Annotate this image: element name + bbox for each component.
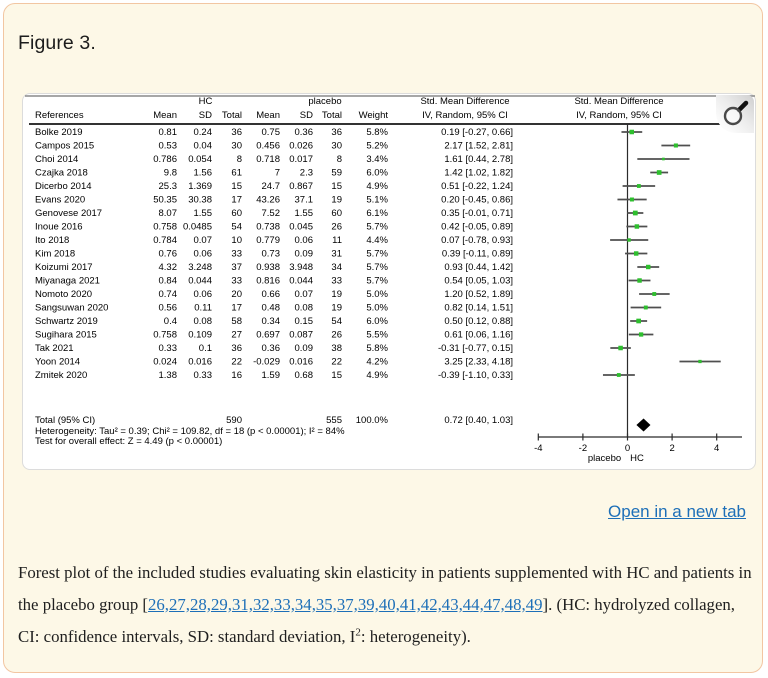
effect-marker bbox=[657, 170, 662, 175]
total-placebo-n: 555 bbox=[326, 415, 342, 426]
cell-placebo-mean: 7 bbox=[274, 167, 280, 179]
citation-link[interactable]: 48, bbox=[504, 595, 526, 614]
header-weight: Weight bbox=[358, 110, 388, 121]
cell-ci-label: 1.42 [1.02, 1.82] bbox=[444, 167, 513, 179]
effect-marker bbox=[646, 265, 650, 269]
cell-placebo-sd: 1.55 bbox=[294, 208, 313, 220]
cell-weight: 6.0% bbox=[366, 167, 388, 179]
citation-link[interactable]: 33, bbox=[273, 595, 295, 614]
figure-caption bbox=[18, 557, 760, 653]
cell-ci-label: 0.35 [-0.01, 0.71] bbox=[441, 208, 513, 220]
cell-placebo-total: 36 bbox=[331, 127, 342, 139]
total-diamond bbox=[636, 419, 650, 432]
cell-hc-mean: 0.758 bbox=[153, 329, 177, 341]
cell-hc-sd: 1.56 bbox=[193, 167, 212, 179]
cell-weight: 5.7% bbox=[366, 248, 388, 260]
header-mean1: Mean bbox=[153, 110, 177, 121]
cell-placebo-mean: 0.456 bbox=[256, 140, 280, 152]
cell-placebo-sd: 0.09 bbox=[294, 343, 313, 355]
cell-hc-total: 27 bbox=[231, 329, 242, 341]
caption-text-after: ]. (HC: hydrolyzed collagen, CI: confidence intervals, SD: standard deviation, I bbox=[18, 595, 735, 646]
cell-hc-mean: 50.35 bbox=[153, 194, 177, 206]
cell-placebo-sd: 0.017 bbox=[289, 154, 313, 166]
cell-placebo-mean: 0.75 bbox=[261, 127, 280, 139]
study-name: Sugihara 2015 bbox=[35, 329, 97, 341]
cell-placebo-total: 22 bbox=[331, 356, 342, 368]
cell-ci-label: 0.82 [0.14, 1.51] bbox=[444, 302, 513, 314]
cell-placebo-sd: 0.07 bbox=[294, 289, 313, 301]
cell-hc-total: 33 bbox=[231, 275, 242, 287]
total-ci-label: 0.72 [0.40, 1.03] bbox=[444, 415, 513, 426]
caption-text-before: Forest plot of the included studies evaluating skin elasticity in patients supplemented with HC and patients in the placebo group [ bbox=[18, 563, 752, 614]
effect-marker bbox=[644, 306, 648, 310]
citation-link[interactable]: 49 bbox=[525, 595, 543, 614]
effect-marker bbox=[617, 373, 621, 377]
cell-hc-sd: 0.04 bbox=[193, 140, 212, 152]
effect-marker bbox=[662, 158, 665, 161]
cell-hc-sd: 0.1 bbox=[198, 343, 212, 355]
effect-marker bbox=[639, 332, 643, 336]
cell-placebo-sd: 0.08 bbox=[294, 302, 313, 314]
cell-hc-mean: 0.758 bbox=[153, 221, 177, 233]
cell-hc-mean: 25.3 bbox=[158, 181, 177, 193]
cell-hc-sd: 1.369 bbox=[188, 181, 212, 193]
cell-hc-sd: 0.24 bbox=[193, 127, 212, 139]
citation-link[interactable]: 47, bbox=[483, 595, 505, 614]
effect-marker bbox=[629, 130, 634, 135]
cell-ci-label: 0.39 [-0.11, 0.89] bbox=[441, 248, 513, 260]
study-name: Sangsuwan 2020 bbox=[35, 302, 109, 314]
axis-tick-label: 4 bbox=[714, 443, 720, 454]
cell-hc-mean: 0.784 bbox=[153, 235, 177, 247]
study-name: Dicerbo 2014 bbox=[35, 181, 92, 193]
cell-placebo-total: 11 bbox=[332, 235, 342, 247]
cell-placebo-total: 8 bbox=[336, 154, 342, 166]
caption-superscript: 2 bbox=[355, 626, 361, 639]
citation-link[interactable]: 42, bbox=[420, 595, 442, 614]
cell-weight: 6.1% bbox=[366, 208, 388, 220]
study-name: Genovese 2017 bbox=[35, 208, 103, 220]
cell-placebo-total: 60 bbox=[331, 208, 342, 220]
cell-weight: 6.0% bbox=[366, 316, 388, 328]
axis-tick-label: -2 bbox=[578, 443, 588, 454]
cell-placebo-sd: 3.948 bbox=[289, 262, 313, 274]
header-method-plot: IV, Random, 95% CI bbox=[576, 110, 662, 121]
article-figure-card bbox=[3, 3, 763, 673]
header-total1: Total bbox=[221, 110, 242, 121]
cell-placebo-total: 38 bbox=[331, 343, 342, 355]
cell-weight: 5.0% bbox=[366, 302, 388, 314]
cell-placebo-mean: 0.738 bbox=[256, 221, 280, 233]
cell-hc-mean: 0.4 bbox=[163, 316, 177, 328]
cell-hc-total: 30 bbox=[231, 140, 242, 152]
effect-marker bbox=[674, 143, 678, 147]
study-name: Kim 2018 bbox=[35, 248, 76, 260]
total-weight: 100.0% bbox=[355, 415, 388, 426]
cell-ci-label: 2.17 [1.52, 2.81] bbox=[444, 140, 513, 152]
cell-placebo-mean: 43.26 bbox=[256, 194, 280, 206]
cell-placebo-mean: 24.7 bbox=[261, 181, 280, 193]
study-name: Czajka 2018 bbox=[35, 167, 88, 179]
cell-placebo-mean: 0.36 bbox=[261, 343, 280, 355]
axis-tick-label: 0 bbox=[624, 443, 631, 454]
effect-marker bbox=[652, 292, 656, 296]
cell-ci-label: -0.31 [-0.77, 0.15] bbox=[438, 343, 513, 355]
cell-placebo-sd: 0.09 bbox=[294, 248, 313, 260]
cell-placebo-mean: 0.938 bbox=[256, 262, 280, 274]
cell-hc-total: 37 bbox=[231, 262, 242, 274]
study-name: Schwartz 2019 bbox=[35, 316, 98, 328]
citation-link[interactable]: 28, bbox=[189, 595, 211, 614]
study-name: Zmitek 2020 bbox=[35, 370, 88, 382]
caption-text-tail: : heterogeneity). bbox=[360, 627, 471, 646]
cell-ci-label: 0.51 [-0.22, 1.24] bbox=[441, 181, 513, 193]
axis-tick-label: 2 bbox=[669, 443, 675, 454]
cell-placebo-sd: 0.15 bbox=[294, 316, 313, 328]
cell-hc-mean: 0.53 bbox=[158, 140, 177, 152]
cell-hc-mean: 0.76 bbox=[158, 248, 177, 260]
cell-hc-sd: 0.044 bbox=[188, 275, 212, 287]
effect-marker bbox=[635, 224, 639, 228]
cell-ci-label: 0.20 [-0.45, 0.86] bbox=[441, 194, 513, 206]
study-name: Tak 2021 bbox=[35, 343, 74, 355]
citation-link[interactable]: 32, bbox=[252, 595, 274, 614]
cell-hc-sd: 1.55 bbox=[193, 208, 212, 220]
cell-hc-sd: 30.38 bbox=[188, 194, 212, 206]
citation-link[interactable]: 41, bbox=[399, 595, 421, 614]
cell-placebo-mean: 0.779 bbox=[256, 235, 280, 247]
cell-hc-total: 54 bbox=[231, 221, 242, 233]
cell-weight: 3.4% bbox=[366, 154, 388, 166]
cell-placebo-sd: 0.087 bbox=[289, 329, 313, 341]
study-name: Campos 2015 bbox=[35, 140, 95, 152]
cell-weight: 4.2% bbox=[366, 356, 388, 368]
cell-weight: 5.1% bbox=[366, 194, 388, 206]
citation-link[interactable]: 26, bbox=[148, 595, 169, 614]
overall-effect-text: Test for overall effect: Z = 4.49 (p < 0.00001) bbox=[35, 436, 223, 447]
cell-placebo-total: 26 bbox=[331, 221, 342, 233]
cell-placebo-mean: 1.59 bbox=[261, 370, 280, 382]
cell-hc-sd: 0.0485 bbox=[182, 221, 212, 233]
cell-ci-label: 0.54 [0.05, 1.03] bbox=[444, 275, 513, 287]
cell-hc-mean: 0.33 bbox=[158, 343, 177, 355]
cell-placebo-total: 31 bbox=[331, 248, 342, 260]
open-link-row bbox=[608, 502, 746, 522]
zoom-figure-button[interactable] bbox=[716, 95, 754, 133]
cell-weight: 5.5% bbox=[366, 329, 388, 341]
cell-hc-total: 58 bbox=[231, 316, 242, 328]
cell-placebo-sd: 0.36 bbox=[294, 127, 313, 139]
effect-marker bbox=[634, 251, 638, 255]
citation-links bbox=[148, 595, 543, 614]
cell-ci-label: 1.20 [0.52, 1.89] bbox=[444, 289, 513, 301]
cell-hc-mean: 9.8 bbox=[163, 167, 177, 179]
citation-link[interactable]: 35, bbox=[315, 595, 337, 614]
cell-weight: 5.8% bbox=[366, 343, 388, 355]
axis-right-label: HC bbox=[630, 453, 644, 464]
cell-placebo-sd: 0.016 bbox=[289, 356, 313, 368]
cell-hc-mean: 0.786 bbox=[153, 154, 177, 166]
effect-marker bbox=[630, 198, 634, 202]
cell-hc-total: 60 bbox=[231, 208, 242, 220]
cell-ci-label: 3.25 [2.33, 4.18] bbox=[444, 356, 513, 368]
cell-ci-label: -0.39 [-1.10, 0.33] bbox=[438, 370, 513, 382]
axis-tick-label: -4 bbox=[534, 443, 543, 454]
cell-hc-total: 17 bbox=[231, 302, 242, 314]
cell-ci-label: 0.42 [-0.05, 0.89] bbox=[441, 221, 513, 233]
cell-hc-total: 17 bbox=[231, 194, 242, 206]
forest-plot-svg bbox=[23, 94, 757, 471]
cell-hc-total: 8 bbox=[236, 154, 242, 166]
cell-weight: 5.7% bbox=[366, 262, 388, 274]
cell-hc-sd: 0.054 bbox=[188, 154, 212, 166]
cell-placebo-mean: 0.697 bbox=[256, 329, 280, 341]
study-name: Yoon 2014 bbox=[35, 356, 81, 368]
cell-placebo-mean: 0.816 bbox=[256, 275, 280, 287]
cell-ci-label: 0.19 [-0.27, 0.66] bbox=[441, 127, 513, 139]
cell-weight: 4.4% bbox=[366, 235, 388, 247]
cell-hc-sd: 0.07 bbox=[193, 235, 212, 247]
effect-marker bbox=[633, 211, 638, 216]
figure-label: Figure 3. bbox=[18, 32, 96, 54]
citation-link[interactable]: 37, bbox=[336, 595, 358, 614]
cell-placebo-sd: 0.045 bbox=[289, 221, 313, 233]
header-sd1: SD bbox=[198, 110, 212, 121]
cell-hc-total: 36 bbox=[231, 343, 242, 355]
cell-placebo-sd: 2.3 bbox=[299, 167, 313, 179]
citation-link[interactable]: 44, bbox=[462, 595, 484, 614]
cell-weight: 5.2% bbox=[366, 140, 388, 152]
study-name: Bolke 2019 bbox=[35, 127, 83, 139]
total-label: Total (95% CI) bbox=[35, 415, 96, 426]
cell-hc-mean: 0.84 bbox=[158, 275, 177, 287]
effect-marker bbox=[627, 238, 630, 241]
cell-placebo-mean: 0.48 bbox=[261, 302, 280, 314]
study-name: Ito 2018 bbox=[35, 235, 70, 247]
study-name: Evans 2020 bbox=[35, 194, 86, 206]
effect-marker bbox=[637, 278, 641, 282]
open-in-new-tab-link[interactable]: Open in a new tab bbox=[608, 502, 746, 521]
header-mean2: Mean bbox=[256, 110, 280, 121]
cell-weight: 5.7% bbox=[366, 275, 388, 287]
effect-marker bbox=[618, 346, 623, 351]
citation-link[interactable]: 40, bbox=[378, 595, 400, 614]
cell-placebo-total: 15 bbox=[331, 181, 342, 193]
cell-hc-total: 15 bbox=[231, 181, 242, 193]
citation-link[interactable]: 39, bbox=[357, 595, 379, 614]
cell-ci-label: 0.93 [0.44, 1.42] bbox=[444, 262, 513, 274]
effect-marker bbox=[637, 184, 641, 188]
cell-placebo-total: 15 bbox=[331, 370, 342, 382]
cell-hc-mean: 0.024 bbox=[153, 356, 177, 368]
axis-left-label: placebo bbox=[587, 453, 622, 464]
cell-hc-mean: 1.38 bbox=[158, 370, 177, 382]
cell-hc-mean: 0.74 bbox=[158, 289, 177, 301]
total-hc-n: 590 bbox=[226, 415, 242, 426]
citation-link[interactable]: 27, bbox=[169, 595, 190, 614]
cell-hc-total: 22 bbox=[231, 356, 242, 368]
cell-placebo-sd: 0.044 bbox=[289, 275, 313, 287]
cell-placebo-sd: 0.867 bbox=[289, 181, 313, 193]
citation-link[interactable]: 31, bbox=[231, 595, 253, 614]
cell-hc-mean: 0.81 bbox=[158, 127, 177, 139]
cell-hc-total: 61 bbox=[231, 167, 242, 179]
cell-hc-sd: 0.08 bbox=[193, 316, 212, 328]
cell-hc-sd: 0.06 bbox=[193, 248, 212, 260]
cell-hc-total: 16 bbox=[231, 370, 242, 382]
cell-placebo-total: 54 bbox=[331, 316, 342, 328]
cell-weight: 4.9% bbox=[366, 370, 388, 382]
cell-placebo-mean: 0.718 bbox=[256, 154, 280, 166]
header-group1: HC bbox=[198, 96, 213, 107]
cell-placebo-mean: -0.029 bbox=[253, 356, 280, 368]
cell-ci-label: 1.61 [0.44, 2.78] bbox=[444, 154, 513, 166]
cell-ci-label: 0.07 [-0.78, 0.93] bbox=[441, 235, 513, 247]
cell-hc-total: 10 bbox=[231, 235, 242, 247]
cell-placebo-sd: 0.026 bbox=[289, 140, 313, 152]
effect-marker bbox=[636, 319, 641, 324]
cell-placebo-total: 30 bbox=[331, 140, 342, 152]
forest-plot-figure[interactable] bbox=[22, 93, 756, 470]
header-references: References bbox=[35, 110, 84, 121]
heterogeneity-text: Heterogeneity: Tau² = 0.39; Chi² = 109.82, df = 18 (p < 0.00001); I² = 84% bbox=[35, 426, 345, 437]
cell-hc-sd: 0.33 bbox=[193, 370, 212, 382]
cell-hc-mean: 4.32 bbox=[158, 262, 177, 274]
cell-placebo-total: 19 bbox=[331, 289, 342, 301]
cell-hc-mean: 8.07 bbox=[158, 208, 177, 220]
citation-link[interactable]: 34, bbox=[294, 595, 316, 614]
citation-link[interactable]: 29, bbox=[210, 595, 232, 614]
cell-hc-sd: 0.06 bbox=[193, 289, 212, 301]
cell-weight: 5.7% bbox=[366, 221, 388, 233]
header-smd-plot: Std. Mean Difference bbox=[574, 96, 664, 107]
cell-placebo-mean: 0.73 bbox=[261, 248, 280, 260]
study-name: Koizumi 2017 bbox=[35, 262, 93, 274]
header-group2: placebo bbox=[308, 96, 342, 107]
cell-hc-total: 20 bbox=[231, 289, 242, 301]
cell-placebo-total: 19 bbox=[331, 194, 342, 206]
cell-weight: 4.9% bbox=[366, 181, 388, 193]
cell-hc-sd: 0.11 bbox=[194, 302, 212, 314]
cell-placebo-mean: 0.34 bbox=[261, 316, 280, 328]
header-total2: Total bbox=[321, 110, 342, 121]
cell-placebo-total: 19 bbox=[331, 302, 342, 314]
cell-weight: 5.0% bbox=[366, 289, 388, 301]
header-method-column: IV, Random, 95% CI bbox=[422, 110, 508, 121]
cell-placebo-total: 59 bbox=[331, 167, 342, 179]
study-name: Inoue 2016 bbox=[35, 221, 83, 233]
citation-link[interactable]: 43, bbox=[441, 595, 463, 614]
cell-hc-mean: 0.56 bbox=[158, 302, 177, 314]
cell-placebo-sd: 0.68 bbox=[294, 370, 313, 382]
cell-ci-label: 0.61 [0.06, 1.16] bbox=[444, 329, 513, 341]
study-name: Nomoto 2020 bbox=[35, 289, 93, 301]
cell-placebo-sd: 0.06 bbox=[294, 235, 313, 247]
cell-placebo-total: 26 bbox=[331, 329, 342, 341]
header-smd-column: Std. Mean Difference bbox=[420, 96, 510, 107]
cell-hc-sd: 0.016 bbox=[188, 356, 212, 368]
cell-placebo-sd: 37.1 bbox=[294, 194, 313, 206]
effect-marker bbox=[698, 360, 701, 363]
magnifier-icon bbox=[720, 99, 750, 129]
cell-weight: 5.8% bbox=[366, 127, 388, 139]
cell-hc-total: 33 bbox=[231, 248, 242, 260]
study-name: Miyanaga 2021 bbox=[35, 275, 100, 287]
study-name: Choi 2014 bbox=[35, 154, 79, 166]
cell-hc-sd: 0.109 bbox=[188, 329, 212, 341]
cell-hc-total: 36 bbox=[231, 127, 242, 139]
cell-placebo-mean: 0.66 bbox=[261, 289, 280, 301]
header-sd2: SD bbox=[299, 110, 313, 121]
cell-placebo-total: 34 bbox=[331, 262, 342, 274]
cell-hc-sd: 3.248 bbox=[188, 262, 212, 274]
cell-placebo-total: 33 bbox=[331, 275, 342, 287]
cell-placebo-mean: 7.52 bbox=[261, 208, 280, 220]
cell-ci-label: 0.50 [0.12, 0.88] bbox=[444, 316, 513, 328]
